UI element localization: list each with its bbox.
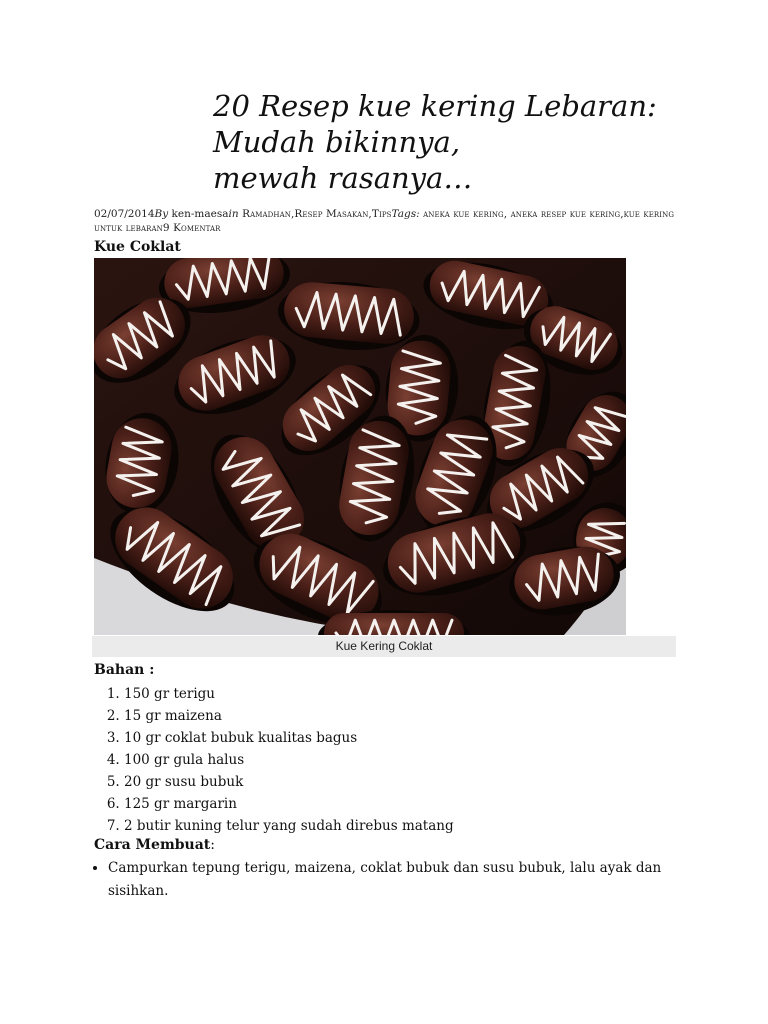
category-links[interactable]: Ramadhan,Resep Masakan,Tips [238,208,392,220]
list-item: 7. 2 butir kuning telur yang sudah direbus matang [124,815,724,837]
section-title: Kue Coklat [94,239,181,255]
chocolate-cookies-image [94,258,626,635]
ingredients-heading: Bahan : [94,662,155,678]
image-caption: Kue Kering Coklat [92,636,676,657]
in-label: in [228,208,239,220]
post-date-link[interactable]: 02/07/2014 [94,208,155,220]
method-heading-colon: : [210,837,215,853]
method-steps [86,857,693,903]
tag-links[interactable]: aneka kue kering, aneka resep kue kering,kue kering untuk lebaran [94,208,675,234]
method-heading [94,837,215,853]
title-line-1: 20 Resep kue kering Lebaran: [213,89,657,123]
tags-label: Tags: [391,208,420,220]
list-item: 2. 15 gr maizena [124,705,724,727]
cookie-photo [94,258,626,635]
title-line-3: mewah rasanya… [213,161,473,195]
ingredients-list [94,683,724,837]
list-item: 1. 150 gr terigu [124,683,724,705]
title-line-2: Mudah bikinnya, [213,125,461,159]
author-link[interactable]: ken-maesa [168,208,229,220]
by-label: By [154,208,169,220]
method-heading-text: Cara Membuat [94,837,211,853]
list-item: 6. 125 gr margarin [124,793,724,815]
comments-link[interactable]: 9 Komentar [162,222,221,234]
list-item: 5. 20 gr susu bubuk [124,771,724,793]
list-item: • Campurkan tepung terigu, maizena, coklat bubuk dan susu bubuk, lalu ayak dan sisihkan. [108,857,693,903]
post-meta [94,207,694,235]
article-title [213,88,733,196]
list-item: 3. 10 gr coklat bubuk kualitas bagus [124,727,724,749]
list-item: 4. 100 gr gula halus [124,749,724,771]
